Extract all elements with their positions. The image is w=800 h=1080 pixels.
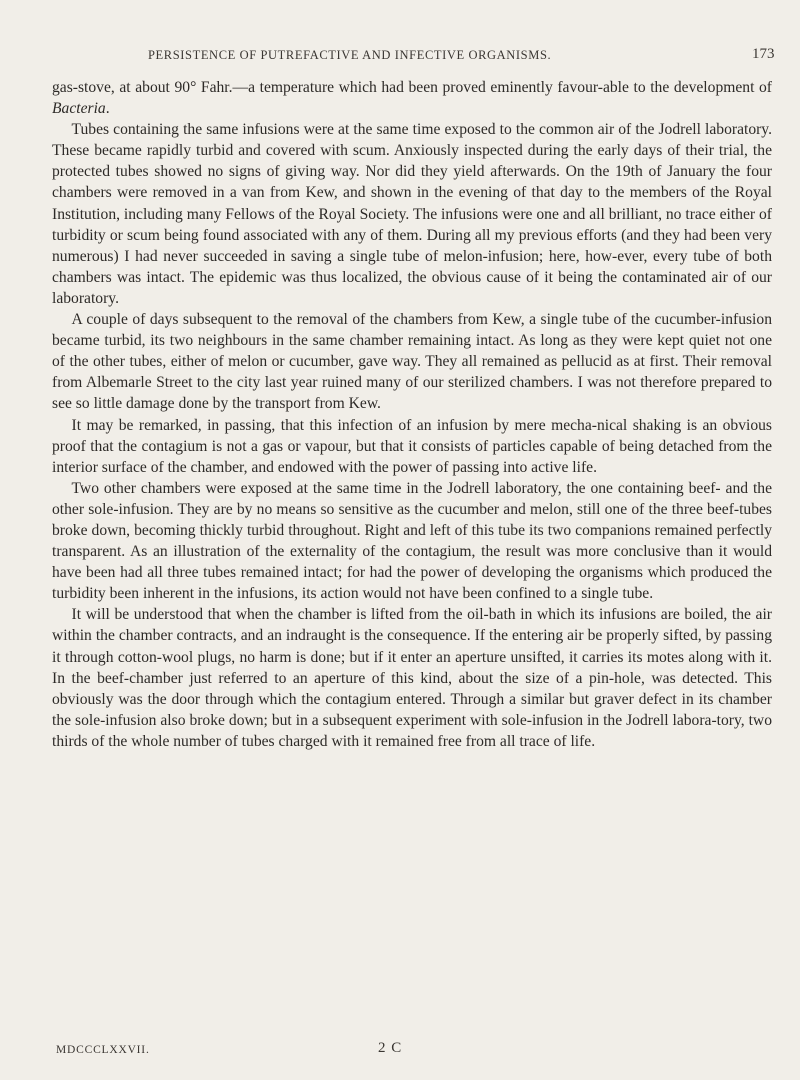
volume-signature: MDCCCLXXVII. (56, 1044, 150, 1056)
paragraph-1-text: gas-stove, at about 90° Fahr.—a temperature which had been proved eminently favour-able to the development of (52, 79, 772, 96)
paragraph-1-end: . (105, 100, 110, 118)
italic-term-bacteria: Bacteria (52, 100, 106, 118)
paragraph-2: Tubes containing the same infusions were at the same time exposed to the common air of the Jodrell laboratory. These became rapidly turbid and covered with scum. Anxiously inspected during the early days of their trial, the protected tubes showed no signs of giving way. Nor did they yield afterwards. On the 19th of January the four chambers were removed in a van from Kew, and shown in the evening of that day to the members of the Royal Institution, including many Fellows of the Royal Society. The infusions were one and all brilliant, no trace either of turbidity or scum being found associated with any of them. During all my previous efforts (and they had been very numerous) I had never succeeded in saving a single tube of melon-infusion; here, how-ever, every tube of both chambers was intact. The epidemic was thus localized, the obvious cause of it being the contaminated air of our laboratory. (52, 121, 772, 307)
paragraph-5: Two other chambers were exposed at the same time in the Jodrell laboratory, the one containing beef- and the other sole-infusion. They are by no means so sensitive as the cucumber and melon, still one of the three beef-tubes broke down, becoming thickly turbid throughout. Right and left of this tube its two companions remained perfectly transparent. As an illustration of the externality of the contagium, the result was more conclusive than it would have been had all three tubes remained intact; for had the power of developing the organisms which produced the turbidity been inherent in the infusions, its action would not have been confined to a single tube. (52, 479, 772, 603)
running-title: PERSISTENCE OF PUTREFACTIVE AND INFECTIVE ORGANISMS. (148, 48, 552, 62)
sheet-mark: 2 C (378, 1040, 403, 1056)
paragraph-4: It may be remarked, in passing, that this infection of an infusion by mere mecha-nical shaking is an obvious proof that the contagium is not a gas or vapour, but that it consists of particles capable of being detached from the interior surface of the chamber, and endowed with the power of passing into active life. (52, 416, 772, 476)
paragraph-6: It will be understood that when the chamber is lifted from the oil-bath in which its infusions are boiled, the air within the chamber contracts, and an indraught is the consequence. If the entering air be properly sifted, by passing it through cotton-wool plugs, no harm is done; but if it enter an aperture unsifted, it carries its motes along with it. In the beef-chamber just referred to an aperture of this kind, about the size of a pin-hole, was detected. This obviously was the door through which the contagium entered. Through a similar but graver defect in its chamber the sole-infusion also broke down; but in a subsequent experiment with sole-infusion in the Jodrell labora-tory, two thirds of the whole number of tubes charged with it remained free from all trace of life. (52, 606, 772, 750)
paragraph-1 (52, 77, 772, 119)
paragraph-3: A couple of days subsequent to the removal of the chambers from Kew, a single tube of the cucumber-infusion became turbid, its two neighbours in the same chamber remaining intact. As long as they were kept quiet not one of the other tubes, either of melon or cucumber, gave way. They all remained as pellucid as at first. Their removal from Albemarle Street to the city last year ruined many of our sterilized chambers. I was not therefore prepared to see so little damage done by the transport from Kew. (52, 311, 772, 413)
page-number: 173 (752, 46, 775, 62)
body-text (52, 77, 772, 752)
